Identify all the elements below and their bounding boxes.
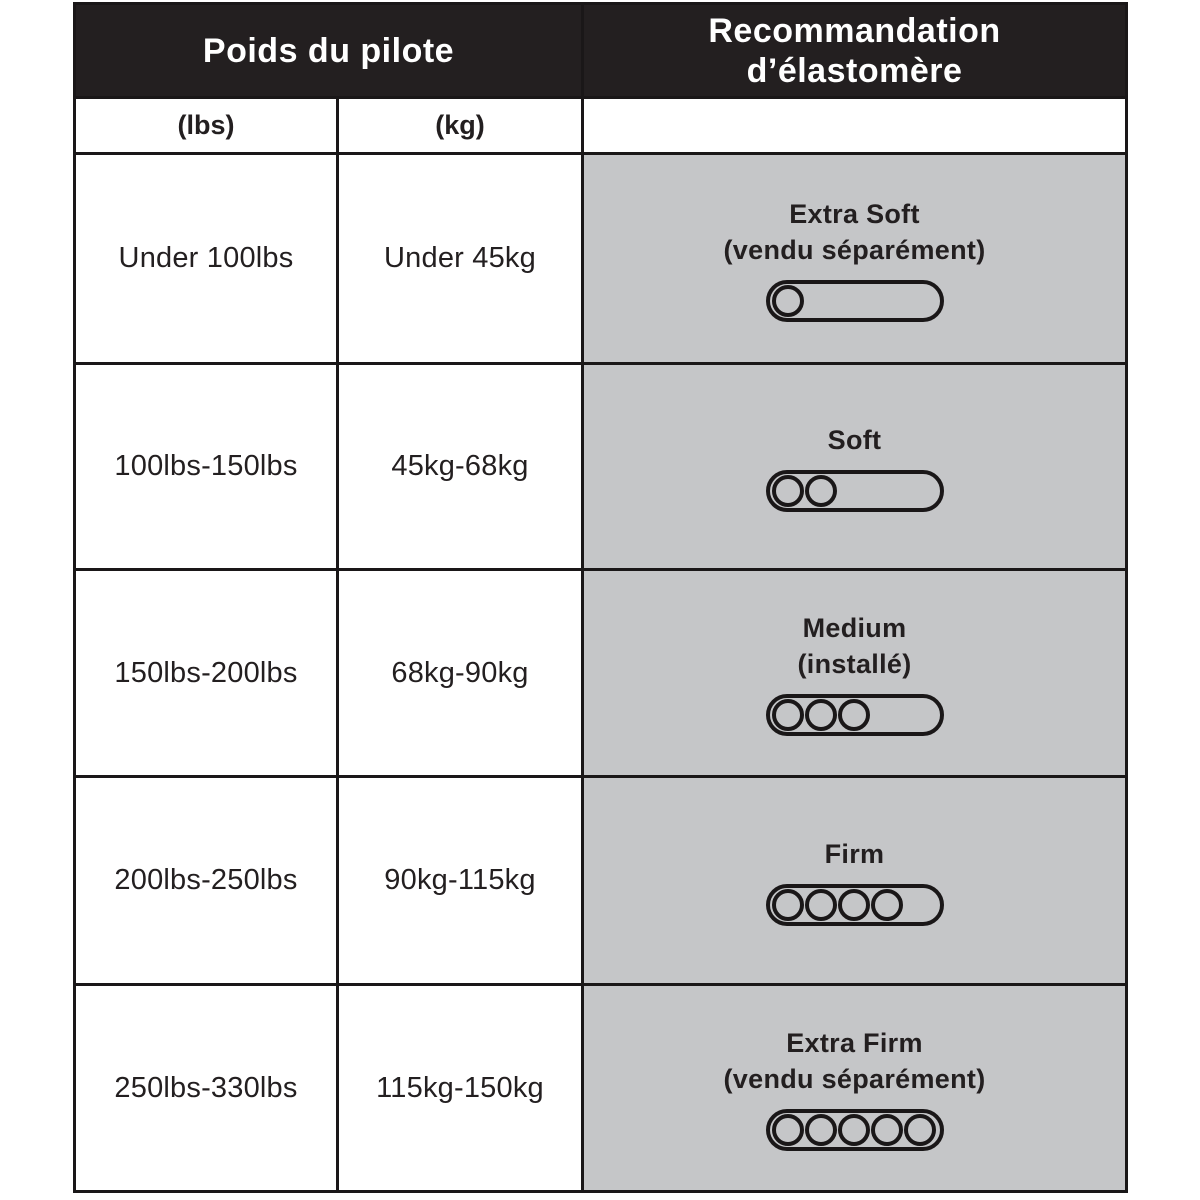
elastomer-cell xyxy=(584,778,1125,983)
subheader-lbs: (lbs) xyxy=(76,99,336,152)
elastomer-circle xyxy=(772,475,804,507)
elastomer-cell xyxy=(584,155,1125,362)
kg-range-cell: 45kg-68kg xyxy=(339,365,581,568)
lbs-range-cell: 150lbs-200lbs xyxy=(76,571,336,775)
elastomer-circle xyxy=(805,1114,837,1146)
elastomer-cell xyxy=(584,365,1125,568)
kg-range-cell: 90kg-115kg xyxy=(339,778,581,983)
kg-range-cell: 115kg-150kg xyxy=(339,986,581,1190)
elastomer-circle xyxy=(772,285,804,317)
elastomer-pill-icon xyxy=(766,694,944,736)
elastomer-circle xyxy=(838,889,870,921)
elastomer-circle xyxy=(838,699,870,731)
weight-recommendation-table xyxy=(73,2,1128,1193)
recommendation-title-line1: Recommandation xyxy=(708,11,1001,50)
elastomer-pill-icon xyxy=(766,470,944,512)
kg-range-cell: 68kg-90kg xyxy=(339,571,581,775)
elastomer-circle xyxy=(805,889,837,921)
elastomer-cell xyxy=(584,571,1125,775)
elastomer-note: (vendu séparément) xyxy=(723,1064,986,1094)
table-header-rider-weight xyxy=(76,5,581,96)
elastomer-pill-icon xyxy=(766,884,944,926)
elastomer-circle xyxy=(772,889,804,921)
elastomer-circle xyxy=(805,475,837,507)
elastomer-name: Medium xyxy=(802,613,907,643)
elastomer-circle xyxy=(772,699,804,731)
elastomer-circle xyxy=(838,1114,870,1146)
elastomer-pill-icon xyxy=(766,280,944,322)
elastomer-name: Extra Soft xyxy=(789,198,920,229)
elastomer-circle xyxy=(871,889,903,921)
elastomer-note: (installé) xyxy=(797,649,912,679)
table-header-recommendation xyxy=(584,5,1125,96)
subheader-kg: (kg) xyxy=(339,99,581,152)
lbs-range-cell: Under 100lbs xyxy=(76,155,336,362)
elastomer-circle xyxy=(805,699,837,731)
elastomer-cell xyxy=(584,986,1125,1190)
kg-range-cell: Under 45kg xyxy=(339,155,581,362)
subheader-empty xyxy=(584,99,1125,152)
elastomer-pill-icon xyxy=(766,1109,944,1151)
elastomer-circle xyxy=(904,1114,936,1146)
elastomer-name: Soft xyxy=(827,424,882,455)
elastomer-note: (vendu séparément) xyxy=(723,234,986,265)
elastomer-circle xyxy=(871,1114,903,1146)
lbs-range-cell: 200lbs-250lbs xyxy=(76,778,336,983)
rider-weight-title: Poids du pilote xyxy=(202,31,455,70)
recommendation-title-line2: d’élastomère xyxy=(746,51,963,90)
elastomer-name: Extra Firm xyxy=(786,1028,923,1058)
lbs-range-cell: 250lbs-330lbs xyxy=(76,986,336,1190)
elastomer-circle xyxy=(772,1114,804,1146)
elastomer-name: Firm xyxy=(824,838,885,869)
lbs-range-cell: 100lbs-150lbs xyxy=(76,365,336,568)
